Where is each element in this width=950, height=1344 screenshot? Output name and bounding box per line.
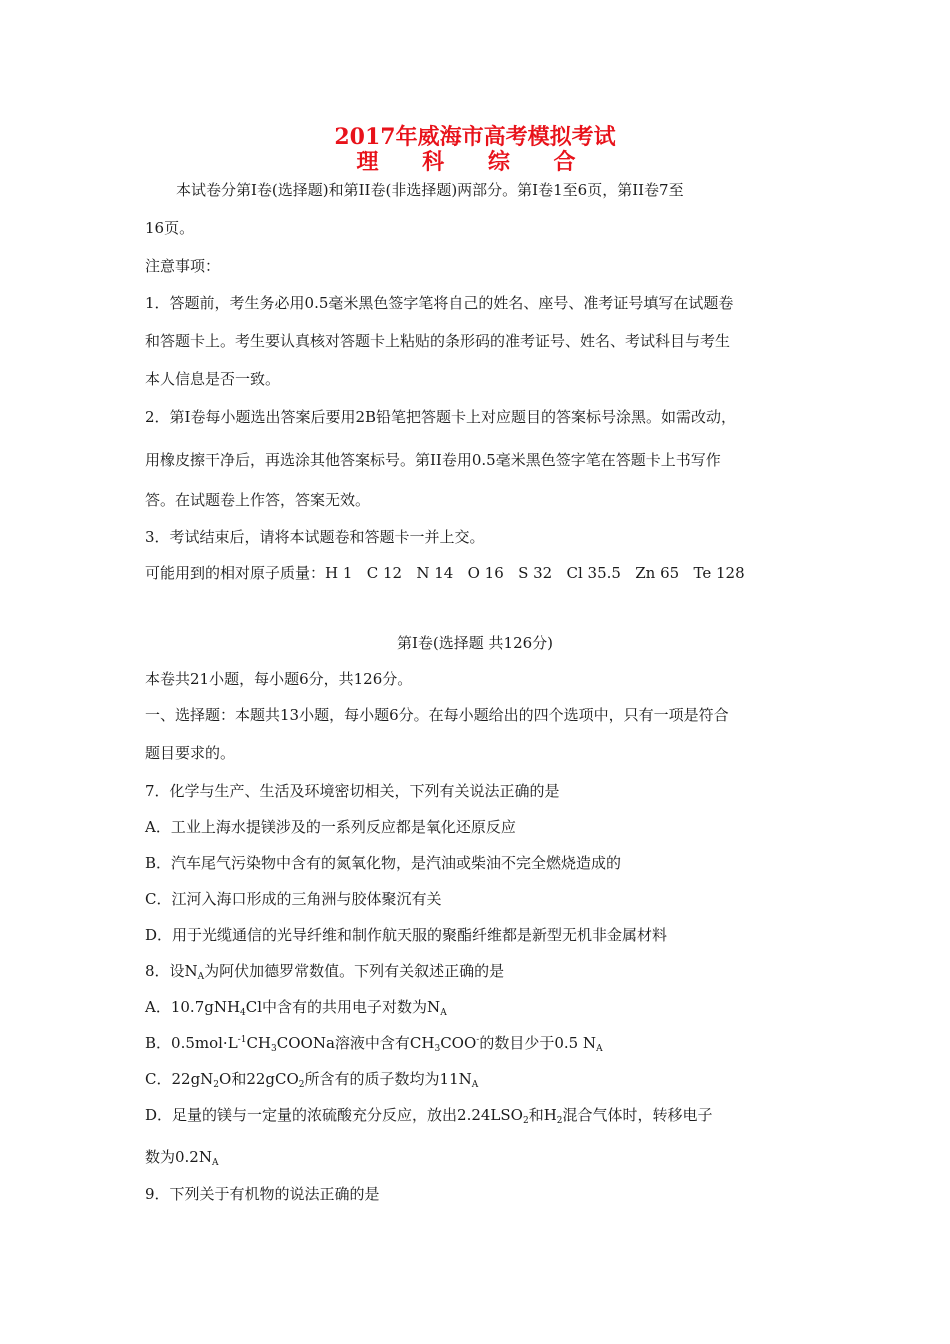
- exam-title: 2017年威海市高考模拟考试: [334, 124, 616, 150]
- notice-item-1-line-1: 1．答题前，考生务必用0.5毫米黑色签字笔将自己的姓名、座号、准考证号填写在试题卷: [145, 294, 734, 312]
- section-heading: 第I卷(选择题 共126分): [396, 634, 554, 652]
- exam-subtitle: 理 科 综 合: [356, 149, 594, 175]
- question-8-option-d-line-1: D．足量的镁与一定量的浓硫酸充分反应，放出$2.24LSO_2$和$H_2$混合气体时，转移电子: [145, 1106, 713, 1126]
- intro-line-1: 本试卷分第I卷(选择题)和第II卷(非选择题)两部分。第I卷1至6页，第II卷7至: [176, 181, 684, 199]
- atomic-masses: 可能用到的相对原子质量：H 1 C 12 N 14 O 16 S 32 Cl 35.5 Zn 65 Te 128: [145, 564, 745, 582]
- question-9-stem: 9．下列关于有机物的说法正确的是: [145, 1185, 380, 1203]
- question-8-option-c: C．$22gN_2O$和22gCO$_2$所含有的质子数均为$11N_A$: [145, 1070, 479, 1090]
- question-8-option-b: B．$0.5mol\cdot L^{-1}CH_3COONa$溶液中含有$CH_3COO^-$的数目少于0.5 $N_A$: [145, 1034, 603, 1054]
- notice-heading: 注意事项：: [145, 257, 221, 275]
- section-instruction-line-1: 一、选择题：本题共13小题，每小题6分。在每小题给出的四个选项中，只有一项是符合: [145, 706, 729, 724]
- question-7-option-d: D．用于光缆通信的光导纤维和制作航天服的聚酯纤维都是新型无机非金属材料: [145, 926, 668, 944]
- notice-item-2-line-3: 答。在试题卷上作答，答案无效。: [145, 491, 371, 509]
- notice-item-3: 3．考试结束后，请将本试题卷和答题卡一并上交。: [145, 528, 485, 546]
- section-description: 本卷共21小题，每小题6分，共126分。: [145, 670, 413, 688]
- notice-item-2-line-2: 用橡皮擦干净后，再选涂其他答案标号。第II卷用0.5毫米黑色签字笔在答题卡上书写作: [145, 451, 721, 469]
- question-7-option-b: B．汽车尾气污染物中含有的氮氧化物，是汽油或柴油不完全燃烧造成的: [145, 854, 622, 872]
- question-8-option-a: A．10.7gNH$_4$Cl中含有的共用电子对数为$N_A$: [145, 998, 447, 1018]
- notice-item-1-line-2: 和答题卡上。考生要认真核对答题卡上粘贴的条形码的准考证号、姓名、考试科目与考生: [145, 332, 731, 350]
- question-7-stem: 7．化学与生产、生活及环境密切相关，下列有关说法正确的是: [145, 782, 560, 800]
- question-7-option-c: C．江河入海口形成的三角洲与胶体聚沉有关: [145, 890, 442, 908]
- question-7-option-a: A．工业上海水提镁涉及的一系列反应都是氧化还原反应: [145, 818, 516, 836]
- notice-item-1-line-3: 本人信息是否一致。: [145, 370, 281, 388]
- question-8-option-d-line-2: 数为$0.2N_A$: [145, 1148, 219, 1168]
- question-8-stem: 8．设$N_A$为阿伏加德罗常数值。下列有关叙述正确的是: [145, 962, 505, 982]
- intro-line-2: 16页。: [145, 219, 195, 237]
- notice-item-2-line-1: 2．第I卷每小题选出答案后要用2B铅笔把答题卡上对应题目的答案标号涂黑。如需改动，: [145, 408, 737, 426]
- section-instruction-line-2: 题目要求的。: [145, 744, 236, 762]
